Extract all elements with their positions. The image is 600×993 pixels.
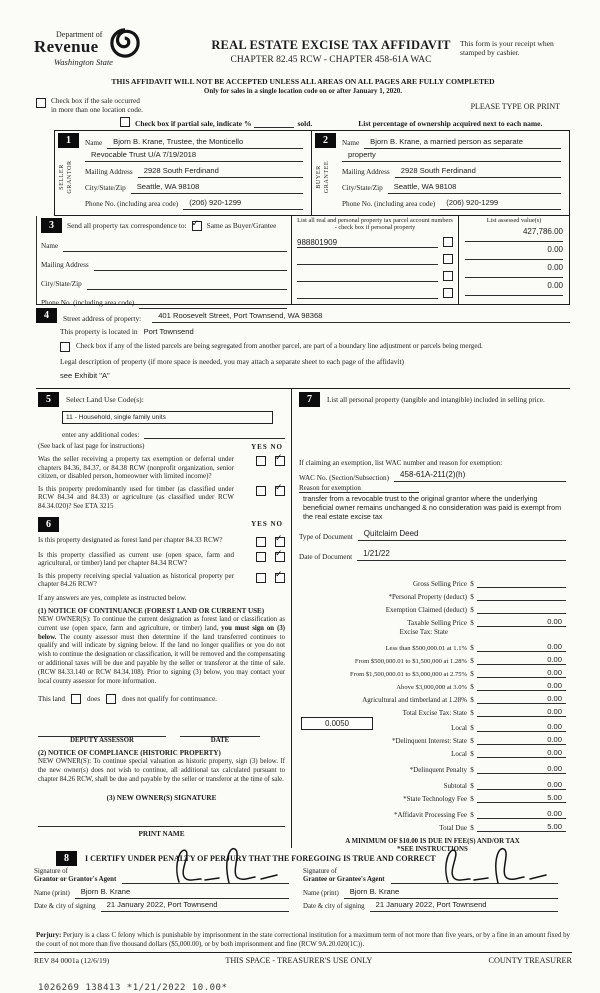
q5a-no-checkbox[interactable] <box>275 456 285 466</box>
personal-property-checkbox-3[interactable] <box>443 271 453 281</box>
q5a-yes-checkbox[interactable] <box>256 456 266 466</box>
parties-box <box>54 130 570 216</box>
agricultural-timberland-label: Agricultural and timberland at 1.28% <box>362 696 467 704</box>
section1-number: 1 <box>58 133 79 148</box>
perjury-notice: Perjury: Perjury is a class C felony which is punishable by imprisonment in the state correctional institution for a maximum term of not more than five years, or by a fine in an amount fixed by the court of not more than five thousand dollars ($5,000.00), or by both imprisonment and fine (RCW 9A.20.020(1C)). <box>34 928 572 953</box>
seller-address-field[interactable]: 2928 South Ferdinand <box>143 166 219 175</box>
total-excise-state-label: Total Excise Tax: State <box>402 709 467 717</box>
buyer-name-label: Name <box>342 139 360 147</box>
land-use-title: Select Land Use Code(s): <box>66 395 144 404</box>
notice-compliance-title: (2) NOTICE OF COMPLIANCE (HISTORIC PROPERTY) <box>38 749 221 758</box>
form-revision-label: REV 84 0001a (12/6/19) <box>34 956 110 965</box>
agricultural-timberland-field[interactable]: 0.00 <box>477 694 566 704</box>
corr-phone-field[interactable] <box>139 297 287 309</box>
state-technology-fee-field[interactable]: 5.00 <box>477 793 566 803</box>
reason-exemption-field[interactable]: transfer from a revocable trust to the original grantor where the underlying beneficial owner remains unchanged & no consideration was paid is exempt from the real estate excise tax <box>303 494 562 521</box>
washington-state-label: Washington State <box>54 57 113 67</box>
q5b-yes-checkbox[interactable] <box>256 486 266 496</box>
claiming-exemption-note: If claiming an exemption, list WAC number and reason for exemption: <box>299 459 503 467</box>
section6-number: 6 <box>38 517 59 532</box>
corr-city-field[interactable] <box>87 278 287 290</box>
corr-address-label: Mailing Address <box>41 261 89 269</box>
affidavit-processing-fee-label: *Affidavit Processing Fee <box>394 811 467 819</box>
buyer-phone-field[interactable]: (206) 920-1299 <box>446 198 499 207</box>
assessed-value-2[interactable]: 0.00 <box>465 242 563 260</box>
taxable-selling-price-label: Taxable Selling Price <box>407 619 467 627</box>
partial-sale-label: Check box if partial sale, indicate % <box>135 119 252 128</box>
q6b-no-checkbox[interactable] <box>275 552 285 562</box>
seller-name-label: Name <box>85 139 103 147</box>
grantor-signature-ink <box>165 842 285 886</box>
corr-city-label: City/State/Zip <box>41 280 82 288</box>
wac-number-label: WAC No. (Section/Subsection) <box>299 474 390 482</box>
legal-description-field[interactable]: see Exhibit "A" <box>60 371 110 380</box>
seller-address-label: Mailing Address <box>85 168 133 176</box>
grantee-name-print-field[interactable]: Bjorn B. Krane <box>349 886 400 896</box>
q6b-yes-checkbox[interactable] <box>256 552 266 562</box>
partial-sale-percent-field[interactable] <box>254 127 294 128</box>
street-address-field[interactable]: 401 Roosevelt Street, Port Townsend, WA 98368 <box>158 311 323 320</box>
located-in-label: This property is located in <box>60 327 138 336</box>
additional-codes-field[interactable] <box>144 427 285 439</box>
corr-address-field[interactable] <box>94 259 287 271</box>
exemption-claimed-field[interactable] <box>477 613 566 614</box>
page-subtitle: CHAPTER 82.45 RCW - CHAPTER 458-61A WAC <box>230 55 432 65</box>
seller-name-field[interactable]: Bjorn B. Krane, Trustee, the Monticello <box>113 137 244 146</box>
form-header <box>34 30 572 76</box>
personal-property-checkbox-4[interactable] <box>443 288 453 298</box>
grantee-signature-label: Signature of Grantee or Grantee's Agent <box>303 868 385 883</box>
new-owner-signature-field[interactable] <box>38 818 285 827</box>
date-of-document-label: Date of Document <box>299 553 353 561</box>
multi-location-checkbox[interactable] <box>36 98 46 108</box>
historical-property-question: Is this property receiving special valuation as historical property per chapter 84.26 RCW? <box>38 571 234 589</box>
parcel-column-header: List all real and personal property tax parcel account numbers - check box if personal property <box>297 217 453 232</box>
q6a-no-checkbox[interactable] <box>275 537 285 547</box>
same-as-buyer-checkbox[interactable] <box>192 221 202 231</box>
please-type-or-print-label: PLEASE TYPE OR PRINT <box>470 102 560 111</box>
yes-no-header-5: YES NO <box>251 443 283 451</box>
delinquent-penalty-label: *Delinquent Penalty <box>409 766 467 774</box>
parcel-column <box>291 216 459 304</box>
single-location-note: Only for sales in a single location code on or after January 1, 2020. <box>203 87 403 95</box>
certify-statement: I CERTIFY UNDER PENALTY OF PERJURY THAT THE FOREGOING IS TRUE AND CORRECT <box>85 854 436 863</box>
parcel-number-3[interactable] <box>297 281 438 282</box>
subtotal-label: Subtotal <box>443 782 467 790</box>
personal-property-deduct-label: *Personal Property (deduct) <box>388 593 467 601</box>
assessed-value-3[interactable]: 0.00 <box>465 260 563 278</box>
personal-property-title: List all personal property (tangible and intangible) included in selling price. <box>327 395 545 404</box>
assessed-column-header: List assessed value(s) <box>486 217 542 224</box>
parcel-number-4[interactable] <box>297 298 438 299</box>
total-due-label: Total Due <box>439 824 467 832</box>
tier4-field[interactable]: 0.00 <box>477 681 566 691</box>
yes-no-header-6: YES NO <box>251 520 283 529</box>
grantee-name-print-label: Name (print) <box>303 889 339 897</box>
buyer-city-field[interactable]: Seattle, WA 98108 <box>393 182 457 191</box>
section2-number: 2 <box>315 133 336 148</box>
print-name-label: PRINT NAME <box>138 829 185 838</box>
certification-section <box>34 848 572 925</box>
section5-number: 5 <box>38 392 59 407</box>
grantor-signature-label: Signature of Grantor or Grantor's Agent <box>34 868 117 883</box>
warning-note: THIS AFFIDAVIT WILL NOT BE ACCEPTED UNLESS ALL AREAS ON ALL PAGES ARE FULLY COMPLETED <box>111 77 495 86</box>
q6c-yes-checkbox[interactable] <box>256 573 266 583</box>
grantor-date-city-label: Date & city of signing <box>34 902 96 910</box>
grantee-date-city-label: Date & city of signing <box>303 902 365 910</box>
buyer-city-label: City/State/Zip <box>342 184 383 192</box>
tier4-label: Above $3,000,000 at 3.0% <box>396 684 467 691</box>
local-rate-box[interactable]: 0.0050 <box>301 717 373 730</box>
land-use-code-select[interactable]: 11 - Household, single family units <box>62 411 273 424</box>
dor-logo <box>34 30 202 76</box>
wac-number-field[interactable]: 458-61A-211(2)(h) <box>400 470 466 479</box>
local-tax-label: Local <box>451 724 467 732</box>
does-not-label: does not qualify for continuance. <box>122 695 217 704</box>
state-technology-fee-label: *State Technology Fee <box>403 795 467 803</box>
assessed-value-4[interactable]: 0.00 <box>465 278 563 296</box>
forest-land-question: Is this property designated as forest land per chapter 84.33 RCW? <box>38 535 223 544</box>
delinquent-interest-local-label: Local <box>451 750 467 758</box>
buyer-address-label: Mailing Address <box>342 168 390 176</box>
street-address-label: Street address of property: <box>63 314 142 323</box>
minimum-due-note: A MINIMUM OF $10.00 IS DUE IN FEE(S) AND/OR TAX <box>345 838 520 845</box>
tax-correspondence-section <box>36 216 570 305</box>
notice-continuance-title: (1) NOTICE OF CONTINUANCE (FOREST LAND OR CURRENT USE) <box>38 606 265 615</box>
send-correspondence-label: Send all property tax correspondence to: <box>67 221 187 230</box>
cashier-stamp: 1026269 138413 *1/21/2022 10.00* <box>38 983 228 993</box>
grantee-date-city-field[interactable]: 21 January 2022, Port Townsend <box>375 899 487 909</box>
page-title: REAL ESTATE EXCISE TAX AFFIDAVIT <box>211 38 451 52</box>
seller-name-field-line2[interactable]: Revocable Trust U/A 7/19/2018 <box>91 150 197 159</box>
ownership-percentage-note: List percentage of ownership acquired next to each name. <box>358 119 543 128</box>
section8-number: 8 <box>56 851 77 866</box>
if-yes-note: If any answers are yes, complete as instructed below. <box>38 593 187 602</box>
exemption-claimed-label: Exemption Claimed (deduct) <box>385 606 467 614</box>
delinquent-interest-state-label: *Delinquent Interest: State <box>391 737 467 745</box>
seller-city-field[interactable]: Seattle, WA 98108 <box>136 182 200 191</box>
gross-selling-price-label: Gross Selling Price <box>412 580 467 588</box>
tier2-field[interactable]: 0.00 <box>477 655 566 665</box>
grantor-date-city-field[interactable]: 21 January 2022, Port Townsend <box>106 899 218 909</box>
total-due-field[interactable]: 5.00 <box>477 822 566 832</box>
buyer-name-field[interactable]: Bjorn B. Krane, a married person as separate <box>370 137 523 146</box>
assessed-value-column <box>459 216 569 304</box>
does-label: does <box>86 695 101 704</box>
reason-exemption-label: Reason for exemption <box>299 484 419 493</box>
buyer-section <box>312 131 569 215</box>
excise-tax-column <box>292 389 570 853</box>
section3-number: 3 <box>41 218 62 233</box>
land-use-column <box>36 389 292 848</box>
notice-continuance-body: NEW OWNER(S): To continue the current designation as forest land or classification as current use (open space, farm and agriculture, or timber) land, you must sign on (3) below. The county assessor must then determine if the land transferred continues to qualify and will indicate by signing below. If the land no longer qualifies or you do not wish to continue the designation or classification, it will be removed and the compensating or additional taxes will be due and payable by the seller or transferor at the time of sale. (RCW 84.33.140 or RCW 84.34.108). Prior to signing (3) below, you may contact your local county assessor for more information. <box>38 615 285 685</box>
buyer-phone-label: Phone No. (including area code) <box>342 200 436 208</box>
property-address-section <box>34 305 572 388</box>
grantor-signature-field[interactable] <box>122 869 289 884</box>
tier3-field[interactable]: 0.00 <box>477 668 566 678</box>
receipt-note: This form is your receipt when stamped by cashier. <box>460 39 554 57</box>
personal-property-checkbox-1[interactable] <box>443 237 453 247</box>
current-use-question: Is this property classified as current use (open space, farm and agricultural, or timber) land per chapter 84.34 RCW? <box>38 550 234 568</box>
partial-sale-checkbox[interactable] <box>120 117 130 127</box>
taxable-selling-price-field[interactable]: 0.00 <box>477 617 566 627</box>
q6a-yes-checkbox[interactable] <box>256 537 266 547</box>
does-qualify-checkbox[interactable] <box>71 694 81 704</box>
see-instructions-note: *SEE INSTRUCTIONS <box>397 846 468 853</box>
local-tax-field[interactable]: 0.00 <box>477 722 566 732</box>
type-of-document-field[interactable]: Quitclaim Deed <box>363 529 419 538</box>
revenue-label: Revenue <box>34 37 99 56</box>
buyer-address-field[interactable]: 2928 South Ferdinand <box>400 166 476 175</box>
dept-of-label: Department of <box>56 30 103 39</box>
personal-property-deduct-field[interactable] <box>477 600 566 601</box>
seller-city-label: City/State/Zip <box>85 184 126 192</box>
section4-number: 4 <box>36 308 57 323</box>
seller-phone-field[interactable]: (206) 920-1299 <box>189 198 242 207</box>
located-in-field[interactable]: Port Townsend <box>143 327 194 336</box>
grantee-signature-field[interactable] <box>391 869 558 884</box>
subtotal-field[interactable]: 0.00 <box>477 780 566 790</box>
notice-compliance-body: NEW OWNER(S): To continue special valuation as historic property, sign (3) below. If the new owner(s) does not wish to continue, all additional tax calculated pursuant to chapter 84.26 RCW, shall be due and payable by the seller or transferor at the time of sale. <box>38 758 285 783</box>
deputy-assessor-label: DEPUTY ASSESSOR <box>70 737 134 745</box>
grantor-name-print-field[interactable]: Bjorn B. Krane <box>80 886 131 896</box>
corr-name-field[interactable] <box>63 240 287 252</box>
partial-sale-sold-label: sold. <box>297 119 313 128</box>
total-excise-state-field[interactable]: 0.00 <box>477 707 566 717</box>
buyer-grantee-side-label: BUYER GRANTEE <box>315 160 330 194</box>
q6c-no-checkbox[interactable] <box>275 573 285 583</box>
delinquent-interest-state-field[interactable]: 0.00 <box>477 735 566 745</box>
timber-agriculture-question: Is this property predominantly used for timber (as classified under RCW 84.34 and 84.33) or agriculture (as classified under RCW 84.34.020)? See ETA 3215 <box>38 484 234 510</box>
legal-description-label: Legal description of property (if more space is needed, you may attach a separate sheet to each page of the affidavit) <box>60 357 404 366</box>
assessed-value-1[interactable]: 427,786.00 <box>465 224 563 242</box>
date-of-document-field[interactable]: 1/21/22 <box>363 549 390 558</box>
grantee-signature-ink <box>434 842 554 886</box>
deputy-date-field[interactable] <box>180 726 260 737</box>
see-back-note: (See back of last page for instructions) <box>38 443 145 450</box>
does-not-qualify-checkbox[interactable] <box>106 694 116 704</box>
county-treasurer-label: COUNTY TREASURER <box>488 956 572 965</box>
corr-phone-label: Phone No. (including area code) <box>41 299 135 307</box>
grantor-name-print-label: Name (print) <box>34 889 70 897</box>
excise-tax-table: Gross Selling Price $ *Personal Property (deduct) $ Exemption Claimed (deduct) $ Taxable Selling Price $ 0.00 Excise Tax: State Less than $500,000.01 at 1.1% $ 0.00 From $500,000.01 to $1,500,000 at 1.28% $ 0.00 From $1,500,000.01 to $3,000,000 at 2.75% $ 0.00 Above $3,000,000 at 3.0% $ 0.00 Agricultural and timberland at 1.28% $ 0.00 Total Excise Tax: State $ 0.00 0.0050 Local $ 0.00 *Delinquent Interest: State $ 0.00 Local $ 0.00 *Delinquent Penalty $ 0.00 Subtotal $ 0.00 *State Technology Fee $ 5.00 *Affidavit Processing Fee $ 0.00 Total Due $ 5.00 <box>299 575 566 832</box>
deputy-assessor-signature-field[interactable] <box>38 726 166 737</box>
q5b-no-checkbox[interactable] <box>275 486 285 496</box>
section7-number: 7 <box>299 392 320 407</box>
parcel-number-1[interactable]: 988801909 <box>297 238 438 248</box>
segregated-label: Check box if any of the listed parcels are being segregated from another parcel, are part of a boundary line adjustment or parcels being merged. <box>76 342 483 350</box>
exemption-deferral-question: Was the seller receiving a property tax exemption or deferral under chapters 84.36, 84.37, or 84.38 RCW (nonprofit organization, senior citizen, or disabled person, homeowner with limited income)? <box>38 455 234 481</box>
gross-selling-price-field[interactable] <box>477 587 566 588</box>
type-of-document-label: Type of Document <box>299 533 353 541</box>
tier3-label: From $1,500,000.01 to $3,000,000 at 2.75% <box>349 671 467 678</box>
excise-tax-state-header: Excise Tax: State <box>399 628 448 636</box>
buyer-name-field-line2[interactable]: property <box>348 150 376 159</box>
additional-codes-label: enter any additional codes: <box>62 431 140 439</box>
affidavit-processing-fee-field[interactable]: 0.00 <box>477 809 566 819</box>
parcel-number-2[interactable] <box>297 264 438 265</box>
same-as-buyer-label: Same as Buyer/Grantee <box>206 221 277 230</box>
tier1-field[interactable]: 0.00 <box>477 642 566 652</box>
multi-location-label: Check box if the sale occurred in more than one location code. <box>51 96 143 114</box>
personal-property-checkbox-2[interactable] <box>443 254 453 264</box>
delinquent-interest-local-field[interactable]: 0.00 <box>477 748 566 758</box>
deputy-date-label: DATE <box>210 737 230 745</box>
new-owner-signature-label: (3) NEW OWNER(S) SIGNATURE <box>106 793 217 802</box>
seller-grantor-side-label: SELLER GRANTOR <box>58 160 73 194</box>
seller-section <box>55 131 312 215</box>
corr-name-label: Name <box>41 242 59 250</box>
seller-phone-label: Phone No. (including area code) <box>85 200 179 208</box>
tier1-label: Less than $500,000.01 at 1.1% <box>385 645 467 652</box>
segregated-checkbox[interactable] <box>60 342 70 352</box>
delinquent-penalty-field[interactable]: 0.00 <box>477 764 566 774</box>
dor-swirl-icon <box>110 28 140 63</box>
tier2-label: From $500,000.01 to $1,500,000 at 1.28% <box>354 658 467 665</box>
treasurer-space-label: THIS SPACE - TREASURER'S USE ONLY <box>225 956 373 965</box>
this-land-label: This land <box>38 695 65 704</box>
